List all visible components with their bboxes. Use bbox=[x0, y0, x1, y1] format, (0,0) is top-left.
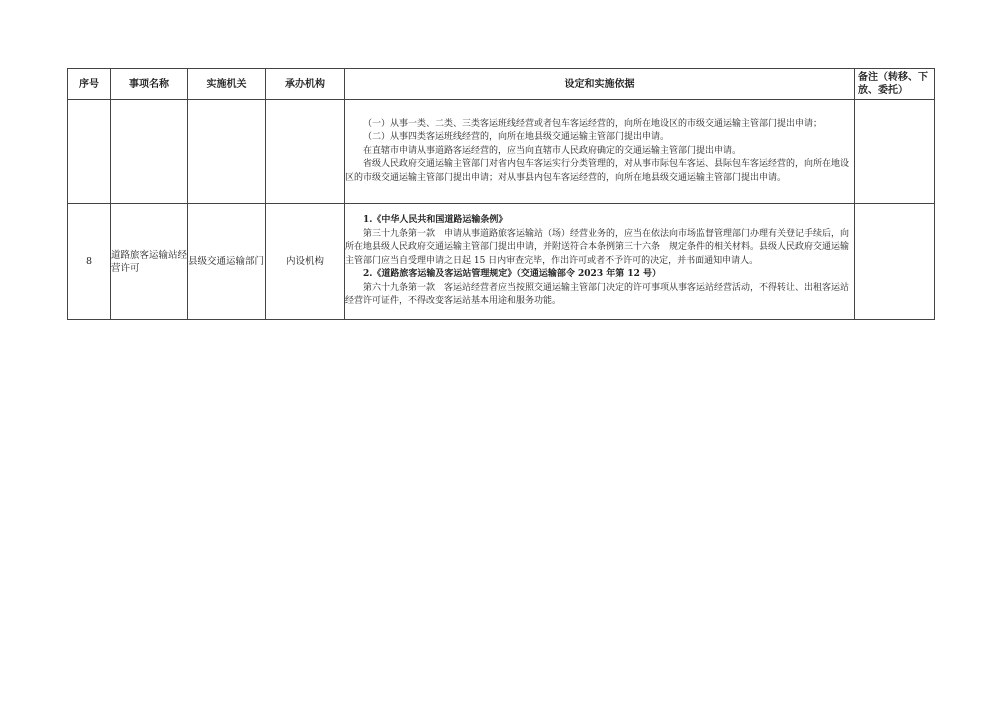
cell-agency bbox=[188, 100, 266, 204]
cell-item-name bbox=[111, 100, 188, 204]
cell-handler bbox=[266, 100, 345, 204]
header-basis: 设定和实施依据 bbox=[345, 69, 855, 100]
basis-paragraph: （二）从事四类客运班线经营的，向所在地县级交通运输主管部门提出申请。 bbox=[363, 132, 670, 143]
law-title: 2.《道路旅客运输及客运站管理规定》（交通运输部令 2023 年第 12 号） bbox=[363, 269, 662, 280]
cell-basis bbox=[345, 100, 855, 204]
law-title: 1.《中华人民共和国道路运输条例》 bbox=[363, 214, 508, 225]
cell-remark bbox=[855, 100, 935, 204]
cell-basis bbox=[345, 204, 855, 320]
cell-seq: 8 bbox=[68, 204, 111, 320]
basis-paragraph: 省级人民政府交通运输主管部门对省内包车客运实行分类管理的，对从事市际包车客运、县际包车客运经营的，向所在地设区的市级交通运输主管部门提出申请；对从事县内包车客运经营的，向所在地县级交通运输主管部门提出申请。 bbox=[345, 159, 850, 183]
cell-agency: 县级交通运输部门 bbox=[188, 204, 266, 320]
law-article: 第三十九条第一款 申请从事道路旅客运输站（场）经营业务的，应当在依法向市场监督管理部门办理有关登记手续后，向所在地县级人民政府交通运输主管部门提出申请，并附送符合本条例第三十六条 规定条件的相关材料。县级人民政府交通运输主管部门应当自受理申请之日起 15 日内审查完毕，作出许可或者不予许可的决定，并书面通知申请人。 bbox=[345, 228, 850, 266]
cell-item-name: 道路旅客运输站经营许可 bbox=[111, 204, 188, 320]
cell-seq bbox=[68, 100, 111, 204]
header-remark: 备注（转移、下放、委托） bbox=[855, 69, 935, 100]
table-row bbox=[68, 100, 935, 204]
law-article: 第六十九条第一款 客运站经营者应当按照交通运输主管部门决定的许可事项从事客运站经营活动，不得转让、出租客运站经营许可证件，不得改变客运站基本用途和服务功能。 bbox=[345, 282, 850, 307]
header-item-name: 事项名称 bbox=[111, 69, 188, 100]
cell-remark bbox=[855, 204, 935, 320]
header-agency: 实施机关 bbox=[188, 69, 266, 100]
cell-handler: 内设机构 bbox=[266, 204, 345, 320]
header-seq: 序号 bbox=[68, 69, 111, 100]
header-handler: 承办机构 bbox=[266, 69, 345, 100]
table-row bbox=[68, 204, 935, 320]
basis-paragraph: （一）从事一类、二类、三类客运班线经营或者包车客运经营的，向所在地设区的市级交通运输主管部门提出申请； bbox=[363, 118, 823, 129]
permit-table bbox=[67, 68, 935, 320]
basis-paragraph: 在直辖市申请从事道路客运经营的，应当向直辖市人民政府确定的交通运输主管部门提出申请。 bbox=[363, 145, 742, 156]
table-header-row bbox=[68, 69, 935, 100]
